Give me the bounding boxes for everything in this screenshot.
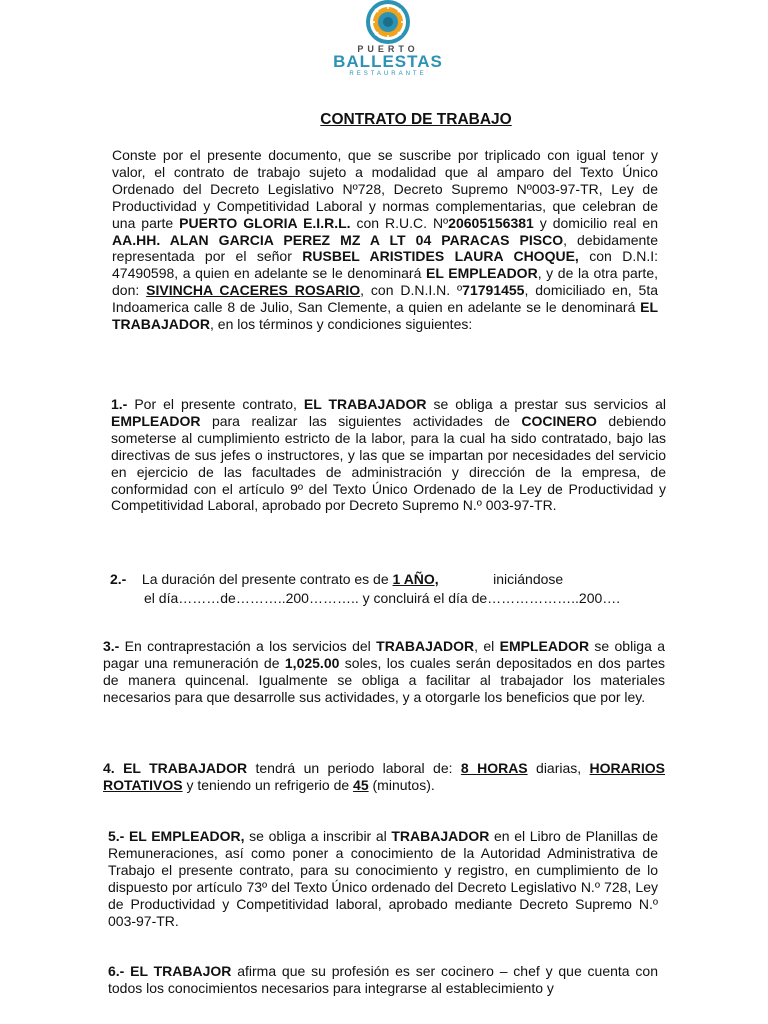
document-title: CONTRATO DE TRABAJO <box>320 111 512 128</box>
clause-6: 6.- EL TRABAJOR afirma que su profesión es ser cocinero – chef y que cuenta con todos los conocimientos necesarios para integrarse al establecimiento y <box>108 963 658 996</box>
clause-1: 1.- Por el presente contrato, EL TRABAJADOR se obliga a prestar sus servicios al EMPLEADOR para realizar las siguientes actividades de COCINERO debiendo someterse al cumplimiento estricto de la labor, para la cual ha sido contratado, bajo las directivas de sus jefes o instructores, y las que se impartan por necesidades del servicio en ejercicio de las facultades de administración y dirección de la empresa, de conformidad con el artículo 9º del Texto Único Ordenado de la Ley de Productividad y Competitividad Laboral, aprobado por Decreto Supremo N.º 003-97-TR. <box>111 396 667 514</box>
clause-4: 4. EL TRABAJADOR tendrá un periodo laboral de: 8 HORAS diarias, HORARIOS ROTATIVOS y teniendo un refrigerio de 45 (minutos). <box>103 760 665 793</box>
logo-text-ballestas: BALLESTAS <box>333 52 443 71</box>
logo-text-puerto: PUERTO <box>357 44 419 54</box>
clause-3: 3.- En contraprestación a los servicios del TRABAJADOR, el EMPLEADOR se obliga a pagar una remuneración de 1,025.00 soles, los cuales serán depositados en dos partes de manera quincenal. Igualmente se obliga a facilitar al trabajador los materiales necesarios para que desarrolle sus actividades, y a otorgarle los beneficios que por ley. <box>103 638 666 705</box>
clause-2: 2.- La duración del presente contrato es de 1 AÑO, iniciándose el día………de………..200……….. y concluirá el día de………………..200…. <box>110 571 621 606</box>
clause-5: 5.- EL EMPLEADOR, se obliga a inscribir al TRABAJADOR en el Libro de Planillas de Remuneraciones, así como poner a conocimiento de la Autoridad Administrativa de Trabajo el presente contrato, para su conocimiento y registro, en cumplimiento de lo dispuesto por artículo 73º del Texto Único ordenado del Decreto Legislativo N.º 728, Ley de Productividad y Competitividad laboral, aprobado mediante Decreto Supremo N.º 003-97-TR. <box>108 828 658 929</box>
intro-paragraph: Conste por el presente documento, que se suscribe por triplicado con igual tenor y valor, el contrato de trabajo sujeto a modalidad que al amparo del Texto Único Ordenado del Decreto Legislativo Nº728, Decreto Supremo Nº003-97-TR, Ley de Productividad y Competitividad Laboral y normas complementarias, que celebran de una parte PUERTO GLORIA E.I.R.L. con R.U.C. Nº20605156381 y domicilio real en AA.HH. ALAN GARCIA PEREZ MZ A LT 04 PARACAS PISCO, debidamente representada por el señor RUSBEL ARISTIDES LAURA CHOQUE, con D.N.I: 47490598, a quien en adelante se le denominará EL EMPLEADOR, y de la otra parte, don: SIVINCHA CACERES ROSARIO, con D.N.I.N. º71791455, domiciliado en, 5ta Indoamerica calle 8 de Julio, San Clemente, a quien en adelante se le denominará EL TRABAJADOR, en los términos y condiciones siguientes: <box>112 147 659 333</box>
company-logo <box>318 0 458 80</box>
logo-text-restaurante: RESTAURANTE <box>349 71 427 77</box>
sun-emblem-icon <box>358 0 418 46</box>
